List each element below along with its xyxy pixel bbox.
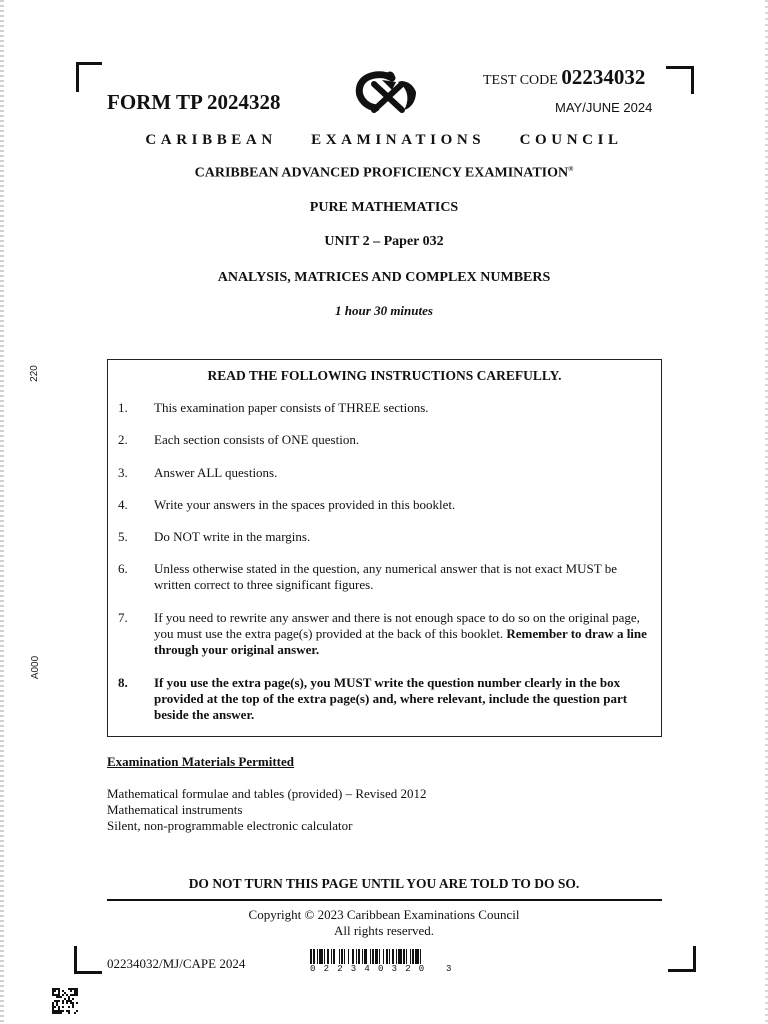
registered-mark: ®: [568, 165, 574, 173]
instruction-bold-text: Remember to draw a line through your original answer.: [154, 626, 647, 657]
form-number: FORM TP 2024328: [107, 90, 281, 114]
barcode-digits: 022340320 3: [310, 964, 460, 974]
instructions-box: [107, 359, 662, 737]
instruction-item: [118, 400, 648, 416]
instruction-item: [118, 432, 648, 448]
instruction-text: Do NOT write in the margins.: [154, 529, 311, 544]
instruction-text: Write your answers in the spaces provided in this booklet.: [154, 497, 456, 512]
qr-code-icon: [52, 988, 78, 1014]
instruction-number: 2.: [118, 432, 128, 447]
instruction-item: [118, 675, 648, 723]
rights-line: All rights reserved.: [333, 923, 434, 938]
instruction-number: 7.: [118, 610, 128, 625]
margin-code-top: 220: [28, 365, 40, 382]
instruction-item: [118, 610, 648, 658]
do-not-turn-warning: DO NOT TURN THIS PAGE UNTIL YOU ARE TOLD TO DO SO.: [188, 876, 580, 891]
corner-mark-top-right: [666, 66, 694, 94]
instruction-item: [118, 497, 648, 513]
topics-title: ANALYSIS, MATRICES AND COMPLEX NUMBERS: [217, 270, 551, 285]
council-name: CARIBBEAN EXAMINATIONS COUNCIL: [145, 132, 623, 148]
instruction-number: 6.: [118, 561, 128, 576]
margin-code-bottom: A000: [30, 655, 42, 680]
material-item: Mathematical formulae and tables (provided) – Revised 2012: [107, 786, 427, 801]
corner-mark-bottom-left: [74, 946, 102, 974]
instruction-number: 1.: [118, 400, 128, 415]
instruction-text: Answer ALL questions.: [154, 465, 278, 480]
barcode-icon: [310, 949, 464, 964]
exam-duration: 1 hour 30 minutes: [335, 303, 433, 318]
corner-mark-top-left: [76, 62, 102, 92]
materials-list: [107, 786, 426, 834]
unit-title: UNIT 2 – Paper 032: [324, 234, 444, 249]
instruction-number: 5.: [118, 529, 128, 544]
exam-session: MAY/JUNE 2024: [555, 100, 653, 115]
subject-title: PURE MATHEMATICS: [309, 200, 459, 215]
test-code-value: 02234032: [561, 65, 646, 89]
exam-name: [100, 165, 668, 182]
copyright-block: [100, 907, 668, 939]
test-code-label: TEST CODE: [483, 73, 558, 88]
instruction-number: 4.: [118, 497, 128, 512]
perforation-left: [0, 0, 4, 1024]
instruction-text: Unless otherwise stated in the question, any numerical answer that is not exact MUST be written correct to three significant figures.: [154, 561, 617, 592]
instruction-text-block: [154, 610, 648, 658]
material-item: Mathematical instruments: [107, 802, 243, 817]
paper-code: 02234032/MJ/CAPE 2024: [107, 956, 246, 971]
instruction-item: [118, 529, 648, 545]
instruction-text: Each section consists of ONE question.: [154, 432, 360, 447]
instruction-text: If you use the extra page(s), you MUST write the question number clearly in the box provided at the top of the extra page(s) and, where relevant, include the question part beside the answer.: [154, 675, 628, 722]
copyright-line: Copyright © 2023 Caribbean Examinations Council: [248, 907, 520, 922]
instruction-text: If you need to rewrite any answer and there is not enough space to do so on the original page, you must use the extra page(s) provided at the back of this booklet.: [154, 610, 640, 641]
cxc-logo-icon: [352, 70, 418, 116]
test-code: [483, 65, 645, 90]
divider-rule: [107, 899, 662, 901]
instruction-item: [118, 561, 648, 593]
instructions-heading: READ THE FOLLOWING INSTRUCTIONS CAREFULLY.: [207, 368, 562, 383]
material-item: Silent, non-programmable electronic calculator: [107, 818, 353, 833]
materials-title: Examination Materials Permitted: [107, 754, 295, 769]
instruction-text: This examination paper consists of THREE sections.: [154, 400, 429, 415]
corner-mark-bottom-right: [668, 946, 696, 972]
instruction-item: [118, 465, 648, 481]
exam-name-text: CARIBBEAN ADVANCED PROFICIENCY EXAMINATION: [194, 165, 569, 181]
instruction-number: 8.: [118, 675, 128, 690]
instruction-number: 3.: [118, 465, 128, 480]
